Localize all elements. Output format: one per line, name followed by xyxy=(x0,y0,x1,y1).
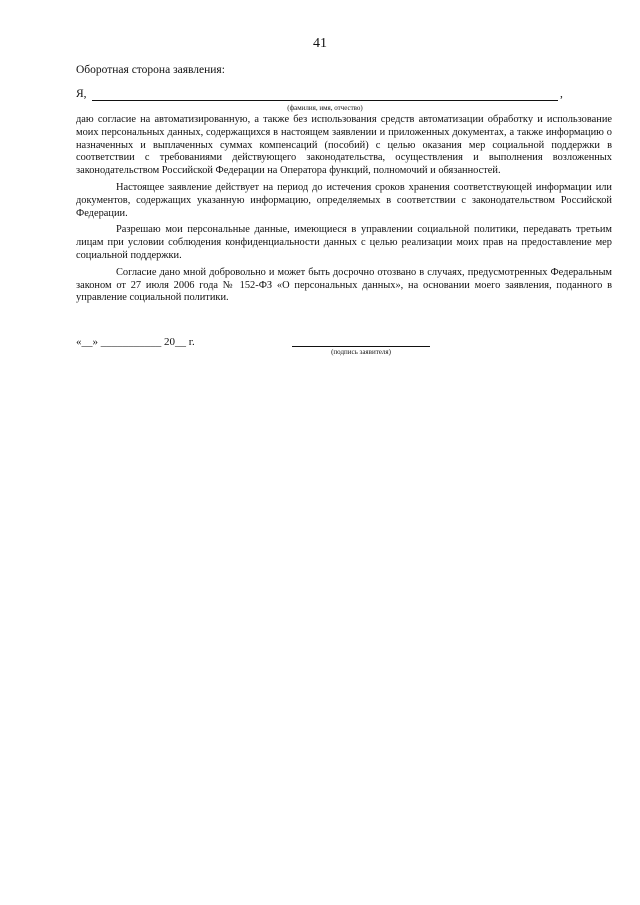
signature-hint: (подпись заявителя) xyxy=(331,348,391,356)
validity-paragraph: Настоящее заявление действует на период до истечения сроков хранения соответствующей информации или документов, содержащих указанную информацию, определяемых в соответствии с законодательством Российской Федерации. xyxy=(76,181,612,219)
applicant-name-blank xyxy=(92,100,558,101)
applicant-prefix: Я, xyxy=(76,88,87,100)
applicant-suffix: , xyxy=(560,88,563,100)
page-number: 41 xyxy=(313,36,327,51)
signature-line xyxy=(292,346,430,347)
page-heading: Оборотная сторона заявления: xyxy=(76,64,225,76)
consent-paragraph: даю согласие на автоматизированную, а также без использования средств автоматизации обработку и использование моих персональных данных, содержащихся в настоящем заявлении и приложенных документах, а также информацию о назначенных и выплаченных суммах компенсаций (пособий) с целью оказания мер социальной поддержки в соответствии с требованиями действующего законодательства, осуществления и выполнения возложенных законодательством Российской Федерации на Оператора функций, полномочий и обязанностей. xyxy=(76,114,612,177)
revocation-paragraph: Согласие дано мной добровольно и может быть досрочно отозвано в случаях, предусмотренных Федеральным законом от 27 июля 2006 года № 152-ФЗ «О персональных данных», на основании моего заявления, поданного в управление социальной политики. xyxy=(76,266,612,304)
applicant-name-hint: (фамилия, имя, отчество) xyxy=(287,104,363,112)
consent-text xyxy=(76,114,612,309)
transfer-paragraph: Разрешаю мои персональные данные, имеющиеся в управлении социальной политики, передавать третьим лицам при условии соблюдения конфиденциальности данных с целью реализации моих прав на предоставление мер социальной поддержки. xyxy=(76,224,612,261)
date-field: «__» ___________ 20__ г. xyxy=(76,336,195,348)
